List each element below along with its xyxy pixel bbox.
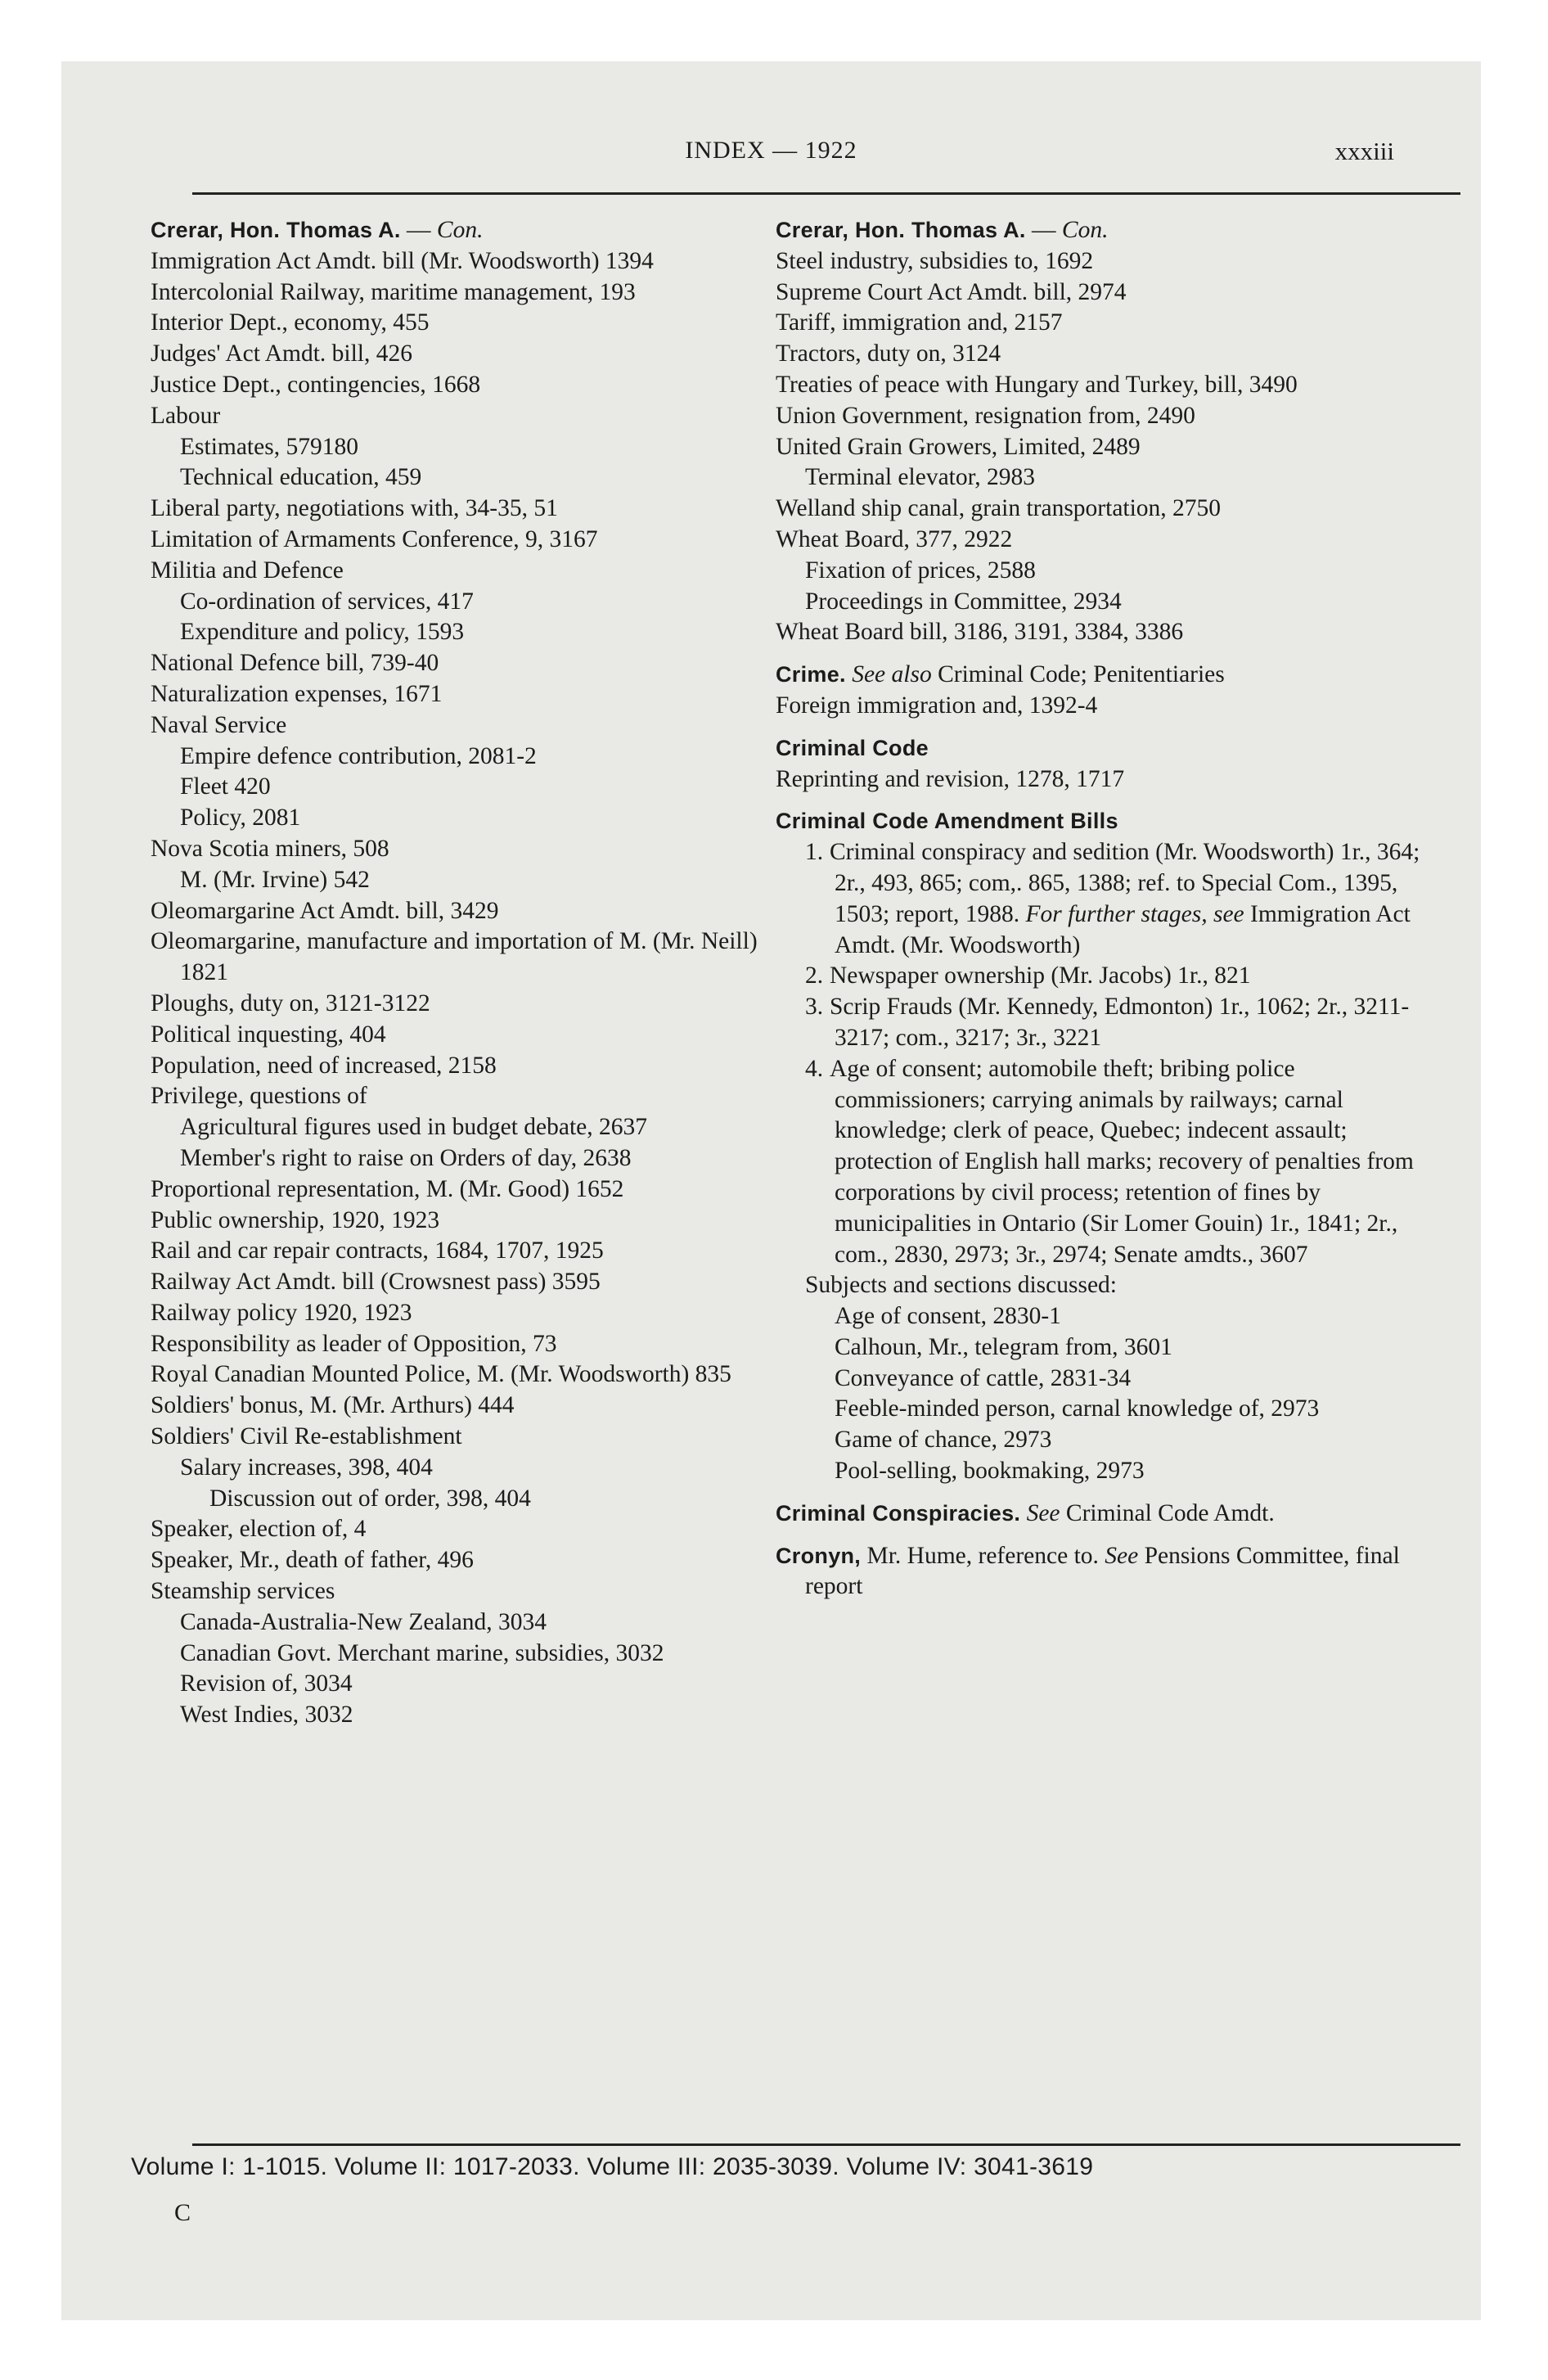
- crime-see: See also: [852, 661, 932, 688]
- index-entry: Railway policy 1920, 1923: [151, 1299, 412, 1326]
- amendment-heading: Criminal Code Amendment Bills: [776, 809, 1118, 834]
- index-entry: Immigration Act Amdt. bill (Mr. Woodsworth) 1394: [151, 247, 654, 274]
- subject-entries: [776, 1301, 1430, 1487]
- index-entry: Liberal party, negotiations with, 34-35, 51: [151, 495, 558, 522]
- index-entry: Justice Dept., contingencies, 1668: [151, 371, 481, 398]
- right-column: [776, 215, 1430, 1602]
- index-entry: Nova Scotia miners, 508: [151, 835, 389, 862]
- left-entries: [151, 246, 805, 1731]
- page-title: INDEX — 1922: [685, 137, 857, 164]
- index-entry: Proportional representation, M. (Mr. Good) 1652: [151, 1175, 624, 1202]
- index-entry: Salary increases, 398, 404: [180, 1454, 433, 1481]
- index-entry: Privilege, questions of: [151, 1083, 367, 1110]
- cronyn-heading: Cronyn,: [776, 1543, 862, 1568]
- index-entry: Steel industry, subsidies to, 1692: [776, 247, 1094, 274]
- index-entry: Supreme Court Act Amdt. bill, 2974: [776, 278, 1127, 305]
- subjects-label: Subjects and sections discussed:: [805, 1272, 1117, 1299]
- index-entry: Oleomargarine, manufacture and importation of M. (Mr. Neill) 1821: [151, 928, 758, 986]
- index-entry: Reprinting and revision, 1278, 1717: [776, 765, 1125, 792]
- index-entry: Population, need of increased, 2158: [151, 1052, 497, 1079]
- index-entry: Member's right to raise on Orders of day, 2638: [180, 1144, 632, 1171]
- index-entry: Estimates, 579180: [180, 433, 358, 460]
- index-entry: Militia and Defence: [151, 557, 344, 584]
- header-rule: [192, 192, 1460, 195]
- cronyn-entry: Cronyn, Mr. Hume, reference to. See Pensions Committee, final report: [776, 1542, 1400, 1600]
- index-entry: Naval Service: [151, 711, 287, 738]
- index-entry: Judges' Act Amdt. bill, 426: [151, 340, 412, 367]
- index-entry: M. (Mr. Irvine) 542: [180, 866, 370, 893]
- conspiracies-entry: Criminal Conspiracies. See Criminal Code Amdt.: [776, 1499, 1275, 1526]
- index-entry: United Grain Growers, Limited, 2489: [776, 433, 1141, 460]
- index-entry: Responsibility as leader of Opposition, 73: [151, 1330, 557, 1357]
- index-entry: Naturalization expenses, 1671: [151, 680, 443, 707]
- index-entry: Welland ship canal, grain transportation, 2750: [776, 495, 1222, 522]
- index-entry: Railway Act Amdt. bill (Crowsnest pass) 3595: [151, 1269, 601, 1296]
- index-entry: Limitation of Armaments Conference, 9, 3167: [151, 525, 598, 552]
- signature-mark: C: [174, 2199, 191, 2226]
- subject-entry: Feeble-minded person, carnal knowledge of, 2973: [835, 1395, 1320, 1422]
- index-entry: West Indies, 3032: [180, 1702, 353, 1729]
- conspiracies-heading: Criminal Conspiracies.: [776, 1500, 1021, 1526]
- index-entry: Union Government, resignation from, 2490: [776, 402, 1195, 429]
- index-entry: Ploughs, duty on, 3121-3122: [151, 989, 430, 1016]
- subject-entry: Game of chance, 2973: [835, 1427, 1052, 1454]
- page-header: [61, 137, 1481, 178]
- index-entry: Treaties of peace with Hungary and Turkey, bill, 3490: [776, 371, 1298, 398]
- crime-see-rest: Criminal Code; Penitentiaries: [938, 661, 1225, 688]
- index-entry: Wheat Board bill, 3186, 3191, 3384, 3386: [776, 619, 1184, 646]
- index-entry: Speaker, Mr., death of father, 496: [151, 1547, 474, 1574]
- index-entry: Tariff, immigration and, 2157: [776, 309, 1063, 336]
- left-column: [151, 215, 805, 1731]
- heading-name: Crerar, Hon. Thomas A.: [776, 218, 1026, 242]
- heading-cont: Con.: [436, 217, 484, 243]
- crime-heading: Crime.: [776, 662, 846, 687]
- index-entry: Policy, 2081: [180, 805, 301, 832]
- heading-cont: Con.: [1061, 217, 1109, 243]
- subject-entry: Conveyance of cattle, 2831-34: [835, 1364, 1132, 1391]
- index-entry: Technical education, 459: [180, 464, 422, 491]
- index-entry: Soldiers' Civil Re-establishment: [151, 1423, 462, 1450]
- index-entry: Political inquesting, 404: [151, 1021, 386, 1048]
- crime-entry: [776, 660, 1430, 691]
- index-entry: Interior Dept., economy, 455: [151, 309, 430, 336]
- bill-1: 1. Criminal conspiracy and sedition (Mr. Woodsworth) 1r., 364; 2r., 493, 865; com,. 865, 1388; ref. to Special Com., 1395, 1503; report, 1988. For further stages, see Immigration Act Amdt. (Mr. Woodsworth): [805, 839, 1420, 958]
- index-entry: Soldiers' bonus, M. (Mr. Arthurs) 444: [151, 1392, 515, 1419]
- index-entry: Canadian Govt. Merchant marine, subsidies, 3032: [180, 1639, 664, 1666]
- index-entry: Canada-Australia-New Zealand, 3034: [180, 1608, 547, 1635]
- index-entry: Public ownership, 1920, 1923: [151, 1206, 440, 1233]
- heading-name: Crerar, Hon. Thomas A.: [151, 218, 401, 242]
- subject-entry: Pool-selling, bookmaking, 2973: [835, 1458, 1145, 1485]
- left-heading: Crerar, Hon. Thomas A. — Con.: [151, 217, 484, 243]
- index-entry: Fleet 420: [180, 773, 271, 800]
- right-heading: Crerar, Hon. Thomas A. — Con.: [776, 217, 1109, 243]
- index-page: [61, 61, 1481, 2320]
- index-entry: Discussion out of order, 398, 404: [209, 1485, 531, 1512]
- crime-entries: [776, 691, 1430, 722]
- index-entry: Intercolonial Railway, maritime management, 193: [151, 278, 636, 305]
- index-entry: Agricultural figures used in budget debate, 2637: [180, 1114, 648, 1141]
- index-entry: Tractors, duty on, 3124: [776, 340, 1001, 367]
- criminal-code-entries: [776, 764, 1430, 796]
- index-entry: Revision of, 3034: [180, 1670, 353, 1697]
- footer-rule: [192, 2143, 1460, 2146]
- subject-entry: Calhoun, Mr., telegram from, 3601: [835, 1333, 1172, 1360]
- index-entry: Rail and car repair contracts, 1684, 1707, 1925: [151, 1237, 604, 1264]
- index-entry: Expenditure and policy, 1593: [180, 619, 465, 646]
- index-entry: National Defence bill, 739-40: [151, 650, 439, 677]
- index-entry: Foreign immigration and, 1392-4: [776, 692, 1098, 719]
- index-entry: Royal Canadian Mounted Police, M. (Mr. Woodsworth) 835: [151, 1361, 731, 1388]
- index-entry: Labour: [151, 402, 221, 429]
- index-entry: Speaker, election of, 4: [151, 1516, 367, 1543]
- criminal-code-heading: Criminal Code: [776, 735, 929, 760]
- index-entry: Fixation of prices, 2588: [805, 557, 1036, 584]
- index-entry: Steamship services: [151, 1578, 335, 1605]
- index-entry: Proceedings in Committee, 2934: [805, 588, 1122, 615]
- volume-ranges: Volume I: 1-1015. Volume II: 1017-2033. Volume III: 2035-3039. Volume IV: 3041-3619: [131, 2153, 1094, 2180]
- subject-entry: Age of consent, 2830-1: [835, 1303, 1061, 1330]
- bill-4: 4. Age of consent; automobile theft; bribing police commissioners; carrying animals by railways; carnal knowledge; clerk of peace, Quebec; indecent assault; protection of English hall marks; recovery of penalties from corporations by civil process; retention of fines by municipalities in Ontario (Sir Lomer Gouin) 1r., 1841; 2r., com., 2830, 2973; 3r., 2974; Senate amdts., 3607: [805, 1055, 1414, 1268]
- crerar-entries: [776, 246, 1430, 648]
- index-entry: Wheat Board, 377, 2922: [776, 525, 1013, 552]
- index-entry: Terminal elevator, 2983: [805, 464, 1035, 491]
- index-entry: Empire defence contribution, 2081-2: [180, 742, 537, 769]
- index-entry: Co-ordination of services, 417: [180, 588, 474, 615]
- page-number: xxxiii: [1334, 137, 1394, 165]
- bill-2: 2. Newspaper ownership (Mr. Jacobs) 1r., 821: [805, 962, 1251, 989]
- bill-3: 3. Scrip Frauds (Mr. Kennedy, Edmonton) 1r., 1062; 2r., 3211-3217; com., 3217; 3r., 3221: [805, 994, 1410, 1051]
- index-entry: Oleomargarine Act Amdt. bill, 3429: [151, 897, 499, 924]
